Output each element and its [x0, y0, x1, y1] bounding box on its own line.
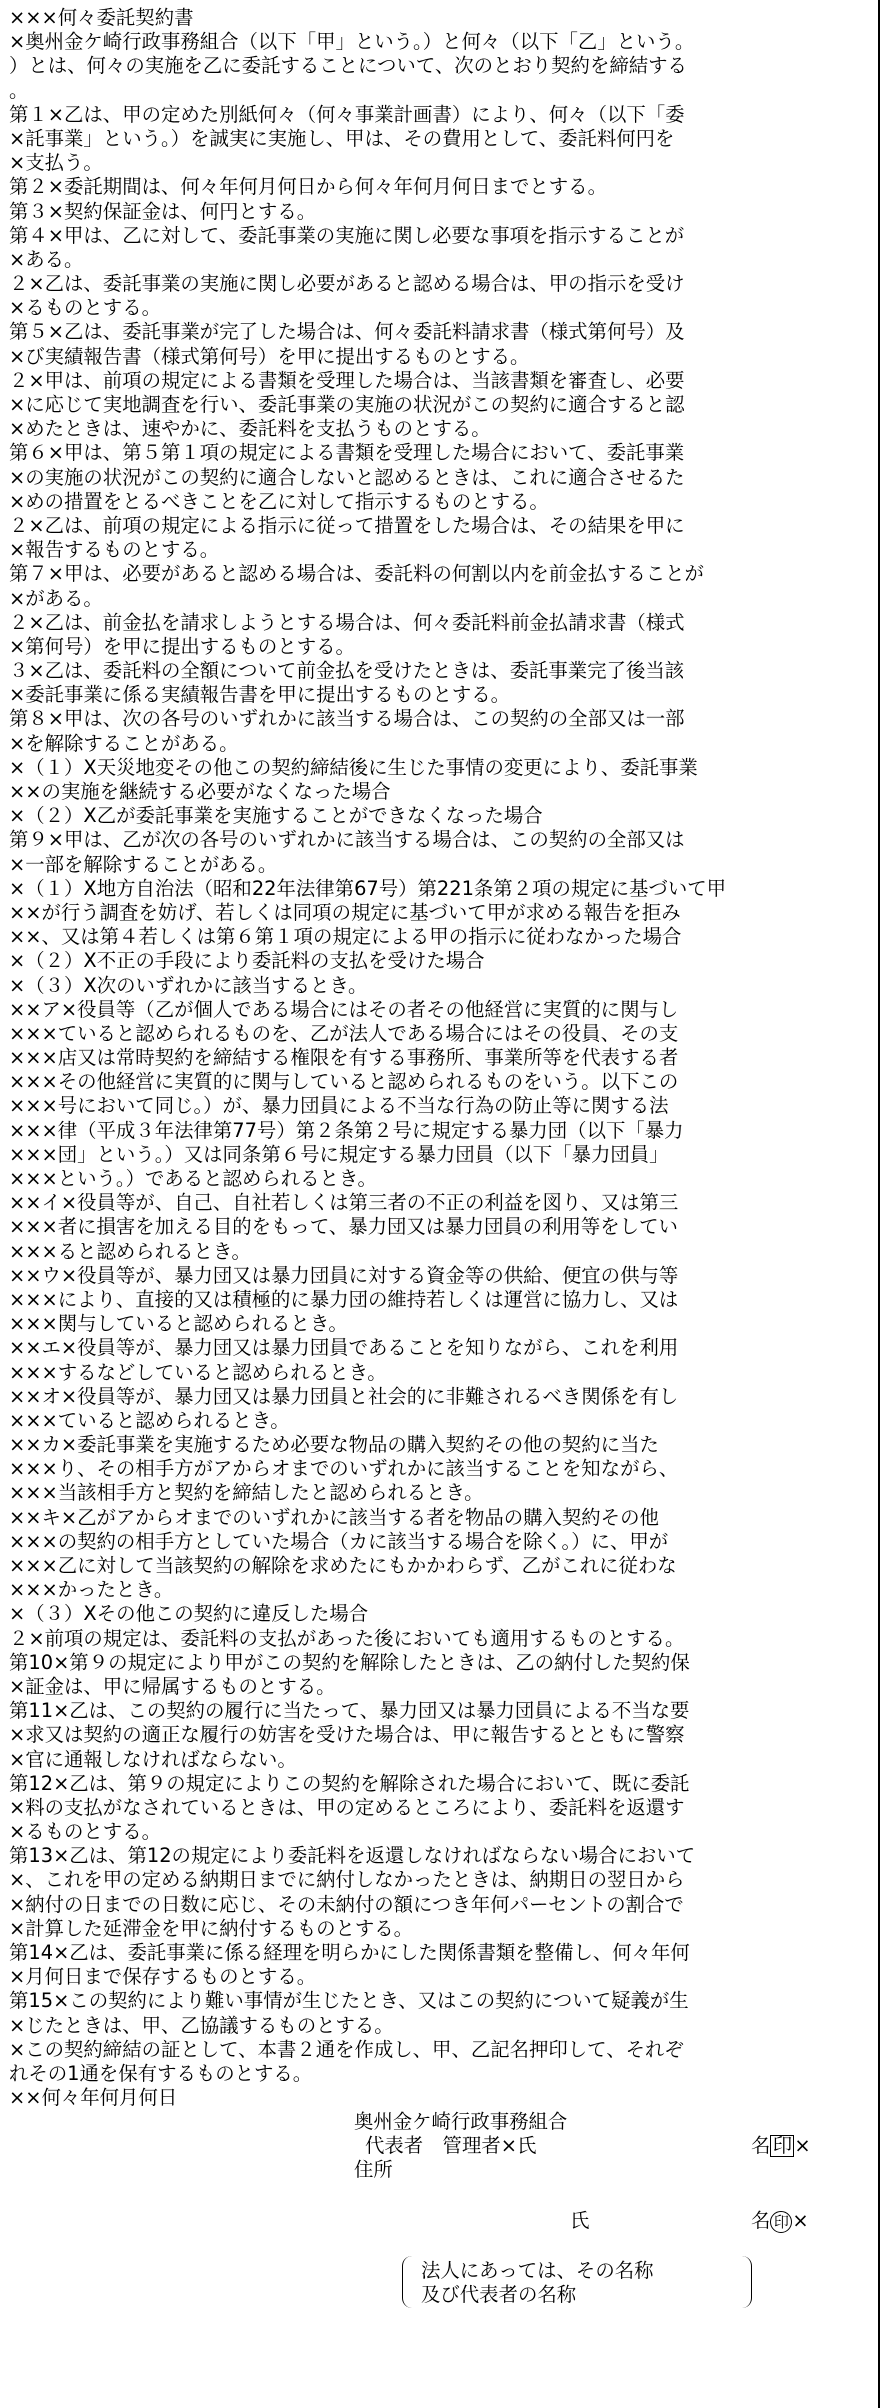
text-line: ××エ×役員等が、暴力団又は暴力団員であることを知りながら、これを利用: [9, 1336, 679, 1360]
text-line: ×××者に損害を加える目的をもって、暴力団又は暴力団員の利用等をしてい: [9, 1215, 678, 1239]
text-line: 第14×乙は、委託事業に係る経理を明らかにした関係書類を整備し、何々年何: [9, 1941, 690, 1964]
text-line: ×計算した延滞金を甲に納付するものとする。: [9, 1916, 414, 1940]
text-line: ×るものとする。: [9, 1820, 161, 1844]
text-line: ×（２）X不正の手段により委託料の支払を受けた場合: [9, 949, 485, 973]
text-line: ×月何日まで保存するものとする。: [9, 1965, 317, 1989]
text-line: ×××するなどしていると認められるとき。: [9, 1360, 387, 1384]
text-line: ×××り、その相手方がアからオまでのいずれかに該当することを知ながら、: [9, 1457, 679, 1481]
text-line: ××キ×乙がアからオまでのいずれかに該当する者を物品の購入契約その他: [9, 1505, 659, 1529]
text-line: ×××ると認められるとき。: [9, 1239, 251, 1263]
org-name: 奥州金ケ崎行政事務組合: [354, 2110, 568, 2134]
text-line: ×がある。: [9, 586, 103, 610]
text-line: 第７×甲は、必要があると認める場合は、委託料の何割以内を前金払することが: [9, 562, 704, 586]
text-line: ××、又は第４若しくは第６第１項の規定による甲の指示に従わなかった場合: [9, 925, 682, 949]
text-line: ×奥州金ケ崎行政事務組合（以下「甲」という。）と何々（以下「乙」という。: [9, 30, 695, 54]
text-line: 第６×甲は、第５第１項の規定による書類を受理した場合において、委託事業: [9, 441, 685, 465]
text-line: ×（３）X次のいずれかに該当するとき。: [9, 973, 368, 997]
text-line: ×証金は、甲に帰属するものとする。: [9, 1674, 336, 1698]
name-label-2: 名: [751, 2209, 771, 2233]
shi-label: 氏: [570, 2209, 590, 2233]
corporate-note-bracket: [402, 2256, 752, 2308]
text-line: ×第何号）を甲に提出するものとする。: [9, 634, 355, 658]
text-line: ×び実績報告書（様式第何号）を甲に提出するものとする。: [9, 344, 530, 368]
text-line: 第１×乙は、甲の定めた別紙何々（何々事業計画書）により、何々（以下「委: [9, 102, 685, 126]
text-line: 第８×甲は、次の各号のいずれかに該当する場合は、この契約の全部又は一部: [9, 707, 685, 731]
text-line: ×××当該相手方と契約を締結したと認められるとき。: [9, 1481, 484, 1505]
text-line: ×報告するものとする。: [9, 538, 220, 562]
text-line: 第９×甲は、乙が次の各号のいずれかに該当する場合は、この契約の全部又は: [9, 828, 685, 852]
text-line: ×託事業」という。）を誠実に実施し、甲は、その費用として、委託料何円を: [9, 126, 675, 150]
text-line: 第13×乙は、第12の規定により委託料を返還しなければならない場合において: [9, 1844, 696, 1868]
text-line: ×（１）X天災地変その他この契約締結後に生じた事情の変更により、委託事業: [9, 755, 698, 779]
text-line: ×××という。）であると認められるとき。: [9, 1167, 377, 1190]
text-line: ××が行う調査を妨げ、若しくは同項の規定に基づいて甲が求める報告を拒み: [9, 900, 681, 924]
text-line: ×××何々委託契約書: [9, 6, 194, 29]
text-line: ×××ていると認められるものを、乙が法人である場合にはその役員、その支: [9, 1021, 679, 1045]
text-line: ２×乙は、前金払を請求しようとする場合は、何々委託料前金払請求書（様式: [9, 610, 685, 634]
text-line: ×××乙に対して当該契約の解除を求めたにもかかわらず、乙がこれに従わな: [9, 1554, 677, 1577]
text-line: ×じたときは、甲、乙協議するものとする。: [9, 2013, 394, 2037]
text-line: ×一部を解除することがある。: [9, 852, 278, 876]
representative-line: 代表者 管理者×氏: [365, 2134, 537, 2158]
text-line: ×××の契約の相手方としていた場合（カに該当する場合を除く。）に、甲が: [9, 1529, 669, 1553]
text-line: ２×甲は、前項の規定による書類を受理した場合は、当該書類を審査し、必要: [9, 368, 685, 392]
text-line: ××イ×役員等が、自己、自社若しくは第三者の不正の利益を図り、又は第三: [9, 1191, 679, 1215]
text-line: ×××その他経営に実質的に関与していると認められるものをいう。以下この: [9, 1070, 679, 1094]
corporate-note-line-2: 及び代表者の名称: [421, 2283, 577, 2307]
text-line: 。: [9, 78, 29, 102]
text-line: ×の実施の状況がこの契約に適合しないと認めるときは、これに適合させるた: [9, 465, 685, 489]
text-line: ×を解除することがある。: [9, 731, 239, 755]
text-line: ×求又は契約の適正な履行の妨害を受けた場合は、甲に報告するとともに警察: [9, 1723, 685, 1747]
text-line: ）とは、何々の実施を乙に委託することについて、次のとおり契約を締結する: [9, 54, 687, 78]
name-seal-2: [751, 2209, 809, 2233]
seal-circle: 印: [770, 2211, 792, 2233]
text-line: 第４×甲は、乙に対して、委託事業の実施に関し必要な事項を指示することが: [9, 223, 685, 247]
address-label: 住所: [354, 2158, 393, 2182]
text-line: 第２×委託期間は、何々年何月何日から何々年何月何日までとする。: [9, 175, 607, 199]
text-line: ×ある。: [9, 247, 84, 271]
text-line: ×官に通報しなければならない。: [9, 1747, 297, 1771]
text-line: 第３×契約保証金は、何円とする。: [9, 199, 317, 223]
seal-suffix: ×: [794, 2134, 811, 2158]
seal-suffix-2: ×: [792, 2209, 809, 2233]
text-line: ×××により、直接的又は積極的に暴力団の維持若しくは運営に協力し、又は: [9, 1287, 679, 1311]
signature-block: [9, 2110, 870, 2310]
text-line: ××オ×役員等が、暴力団又は暴力団員と社会的に非難されるべき関係を有し: [9, 1384, 679, 1408]
text-line: ×めたときは、速やかに、委託料を支払うものとする。: [9, 417, 491, 441]
text-line: ×この契約締結の証として、本書２通を作成し、甲、乙記名押印して、それぞ: [9, 2037, 684, 2061]
text-line: ×（１）X地方自治法（昭和22年法律第67号）第221条第２項の規定に基づいて甲: [9, 876, 726, 900]
text-line: ×支払う。: [9, 151, 103, 175]
name-label: 名: [751, 2134, 771, 2158]
text-line: ２×乙は、前項の規定による指示に従って措置をした場合は、その結果を甲に: [9, 513, 685, 537]
text-line: 第５×乙は、委託事業が完了した場合は、何々委託料請求書（様式第何号）及: [9, 320, 685, 344]
text-line: ××カ×委託事業を実施するため必要な物品の購入契約その他の契約に当た: [9, 1433, 659, 1457]
text-line: ××ア×役員等（乙が個人である場合にはその者その他経営に実質的に関与し: [9, 997, 679, 1021]
text-line: ×（２）X乙が委託事業を実施することができなくなった場合: [9, 804, 543, 828]
text-line: ×、これを甲の定める納期日までに納付しなかったときは、納期日の翌日から: [9, 1868, 685, 1892]
text-line: ××の実施を継続する必要がなくなった場合: [9, 780, 391, 803]
text-line: ×××団」という。）又は同条第６号に規定する暴力団員（以下「暴力団員」: [9, 1142, 669, 1166]
name-seal-1: [751, 2134, 811, 2158]
text-line: ３×乙は、委託料の全額について前金払を受けたときは、委託事業完了後当該: [9, 659, 685, 683]
text-line: ×めの措置をとるべきことを乙に対して指示するものとする。: [9, 489, 549, 513]
text-line: ×に応じて実地調査を行い、委託事業の実施の状況がこの契約に適合すると認: [9, 393, 685, 416]
text-line: ２×前項の規定は、委託料の支払があった後においても適用するものとする。: [9, 1626, 685, 1650]
text-line: ×（３）Xその他この契約に違反した場合: [9, 1602, 369, 1626]
text-line: れその1通を保有するものとする。: [9, 2061, 313, 2085]
text-line: ×料の支払がなされているときは、甲の定めるところにより、委託料を返還す: [9, 1795, 685, 1819]
text-line: ×納付の日までの日数に応じ、その未納付の額につき年何パーセントの割合で: [9, 1892, 684, 1916]
corporate-note-line-1: 法人にあっては、その名称: [421, 2259, 654, 2283]
text-line: ××ウ×役員等が、暴力団又は暴力団員に対する資金等の供給、便宜の供与等: [9, 1263, 679, 1287]
text-line: ×××律（平成３年法律第77号）第２条第２号に規定する暴力団（以下「暴力: [9, 1118, 684, 1142]
text-line: ×××号において同じ。）が、暴力団員による不当な行為の防止等に関する法: [9, 1094, 669, 1118]
contract-body: [9, 6, 870, 2110]
text-line: ×るものとする。: [9, 296, 161, 320]
seal-square: 印: [770, 2135, 794, 2157]
text-line: ×××かったとき。: [9, 1578, 174, 1602]
text-line: 第11×乙は、この契約の履行に当たって、暴力団又は暴力団員による不当な要: [9, 1699, 690, 1723]
text-line: ×××店又は常時契約を締結する権限を有する事務所、事業所等を代表する者: [9, 1046, 679, 1070]
text-line: 第15×この契約により難い事情が生じたとき、又はこの契約について疑義が生: [9, 1989, 689, 2013]
text-line: ××何々年何月何日: [9, 2086, 178, 2110]
text-line: ２×乙は、委託事業の実施に関し必要があると認める場合は、甲の指示を受け: [9, 272, 685, 296]
text-line: ×委託事業に係る実績報告書を甲に提出するものとする。: [9, 683, 511, 707]
text-line: ×××関与していると認められるとき。: [9, 1312, 348, 1336]
text-line: 第10×第９の規定により甲がこの契約を解除したときは、乙の納付した契約保: [9, 1650, 690, 1674]
text-line: ×××ていると認められるとき。: [9, 1408, 290, 1432]
text-line: 第12×乙は、第９の規定によりこの契約を解除された場合において、既に委託: [9, 1771, 690, 1795]
